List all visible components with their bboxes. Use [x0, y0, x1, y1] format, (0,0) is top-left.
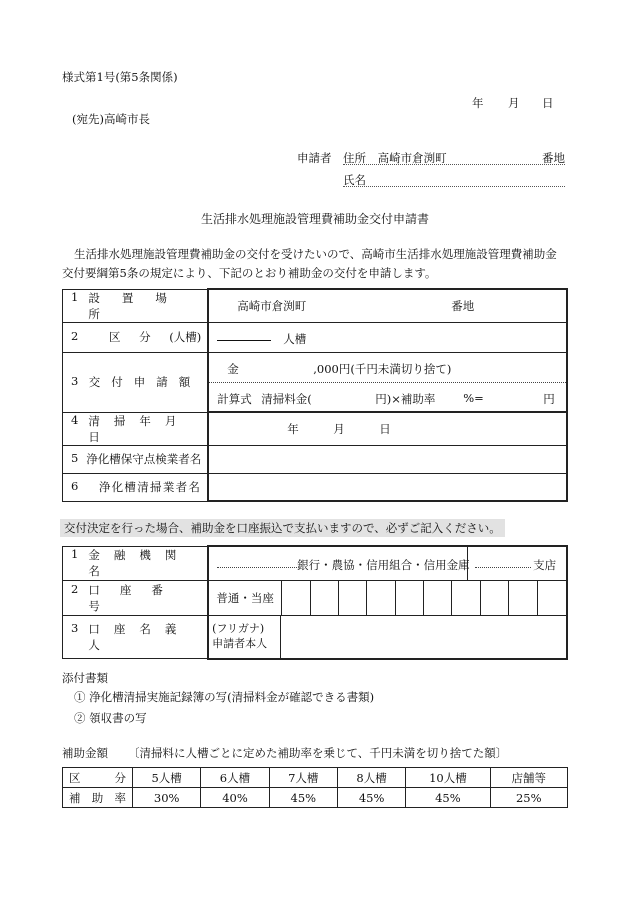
digit-box[interactable] [396, 581, 424, 615]
attachment-item-2: ② 領収書の写 [74, 711, 147, 725]
address-value: 高崎市倉渕町 [377, 151, 447, 165]
rate-header: 補 助 率 [63, 788, 133, 808]
form-number: 様式第1号(第5条関係) [62, 70, 178, 84]
subsidy-title: 補助金額 [62, 746, 108, 760]
rate-cell: 45% [406, 788, 490, 808]
col-header: 店舗等 [490, 768, 567, 788]
bank-name-field[interactable]: 銀行・農協・信用組合・信用金庫 支店 [208, 546, 567, 580]
bank-notice: 交付決定を行った場合、補助金を口座振込で支払いますので、必ずご記入ください。 [60, 520, 505, 536]
digit-box[interactable] [367, 581, 395, 615]
page-title: 生活排水処理施設管理費補助金交付申請書 [200, 212, 429, 226]
rate-cell: 45% [269, 788, 337, 808]
applicant-self-label: 申請者本人 [212, 636, 268, 650]
address-banchi: 番地 [542, 151, 565, 165]
col-header: 7人槽 [269, 768, 337, 788]
row-cleaner-label: 6 浄化槽清掃業者名 [63, 473, 209, 501]
attachment-item-1: ① 浄化槽清掃実施記録簿の写(清掃料金が確認できる書類) [74, 690, 375, 704]
rate-cell: 30% [133, 788, 201, 808]
subsidy-rate-table [62, 767, 568, 808]
digit-box[interactable] [339, 581, 367, 615]
location-field[interactable]: 高崎市倉渕町 番地 [208, 289, 567, 322]
rate-cell: 45% [337, 788, 405, 808]
col-header: 10人槽 [406, 768, 490, 788]
bank-table [62, 545, 568, 660]
date-month: 月 [508, 96, 520, 110]
account-holder-field[interactable] [208, 615, 567, 659]
name-label: 氏名 [343, 173, 366, 187]
applicant-label: 申請者 [297, 151, 332, 165]
body-line-2: 交付要綱第5条の規定により、下記のとおり補助金の交付を申請します。 [62, 266, 437, 280]
col-header: 6人槽 [201, 768, 269, 788]
date-year: 年 [472, 96, 484, 110]
row-category-label: 2 区 分 (人槽) [63, 322, 209, 352]
digit-box[interactable] [424, 581, 452, 615]
digit-box[interactable] [452, 581, 480, 615]
row-account-holder-label: 3 口座名義人 [63, 615, 209, 659]
furigana-label: (フリガナ) [212, 621, 265, 635]
row-account-number-label: 2 口座番号 [63, 580, 209, 615]
category-header: 区 分 [63, 768, 133, 788]
account-number-field[interactable] [208, 580, 567, 615]
row-date-label: 4 清掃年月日 [63, 412, 209, 445]
body-line-1: 生活排水処理施設管理費補助金の交付を受けたいので、高崎市生活排水処理施設管理費補助金 [74, 247, 557, 261]
cleaning-date-field[interactable]: 年 月 日 [208, 412, 567, 445]
addressee: (宛先)高崎市長 [72, 112, 150, 126]
category-field[interactable]: 人槽 [208, 322, 567, 352]
amount-field[interactable]: 金 ,000円(千円未満切り捨て) 計算式 清掃料金( 円)×補助率 %= 円 [208, 352, 567, 412]
digit-box[interactable] [282, 581, 310, 615]
attachments-title: 添付書類 [62, 671, 108, 685]
digit-box[interactable] [538, 581, 566, 615]
row-amount-label: 3 交付申請額 [63, 352, 209, 412]
row-location-label: 1 設置場所 [63, 289, 209, 322]
address-field[interactable] [343, 150, 565, 165]
digit-box[interactable] [311, 581, 339, 615]
address-label: 住所 [343, 151, 366, 165]
digit-box[interactable] [509, 581, 537, 615]
date-day: 日 [542, 96, 554, 110]
maintenance-company-field[interactable] [208, 445, 567, 473]
cleaning-company-field[interactable] [208, 473, 567, 501]
account-type[interactable]: 普通・当座 [209, 581, 282, 615]
application-table [62, 288, 568, 502]
digit-box[interactable] [481, 581, 509, 615]
col-header: 5人槽 [133, 768, 201, 788]
name-field[interactable] [343, 172, 565, 187]
rate-cell: 25% [490, 788, 567, 808]
row-maintenance-label: 5 浄化槽保守点検業者名 [63, 445, 209, 473]
rate-cell: 40% [201, 788, 269, 808]
row-bank-label: 1 金融機関名 [63, 546, 209, 580]
subsidy-note: 〔清掃料に人槽ごとに定めた補助率を乗じて、千円未満を切り捨てた額〕 [128, 746, 508, 760]
col-header: 8人槽 [337, 768, 405, 788]
